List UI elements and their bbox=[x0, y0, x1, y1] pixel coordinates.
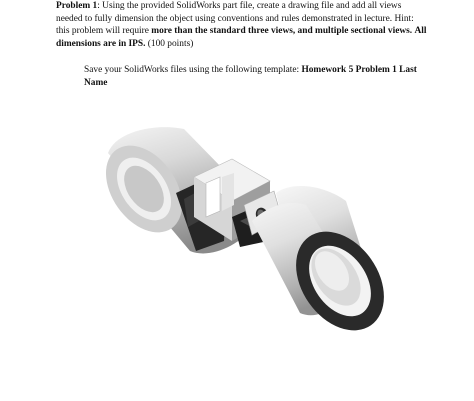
problem-label: Problem 1 bbox=[56, 1, 98, 11]
problem-units-bold: All dimensions are in IPS. bbox=[56, 26, 427, 49]
cad-model-figure bbox=[56, 101, 418, 377]
problem-points: (100 points) bbox=[147, 38, 194, 49]
problem-statement bbox=[56, 0, 428, 50]
universal-joint-icon bbox=[56, 101, 418, 377]
problem-hint-bold: more than the standard three views, and multiple sectional views. bbox=[151, 26, 413, 37]
save-template-name: Homework 5 Problem 1 Last Name bbox=[84, 65, 417, 88]
save-instruction bbox=[84, 64, 424, 89]
problem-intro-text: : Using the provided SolidWorks part file, create a drawing file and add all views needed to fully dimension the object using conventions and rules demonstrated in lecture. Hint: this problem will require bbox=[56, 1, 414, 37]
save-instruction-text: Save your SolidWorks files using the following template: bbox=[84, 65, 302, 75]
